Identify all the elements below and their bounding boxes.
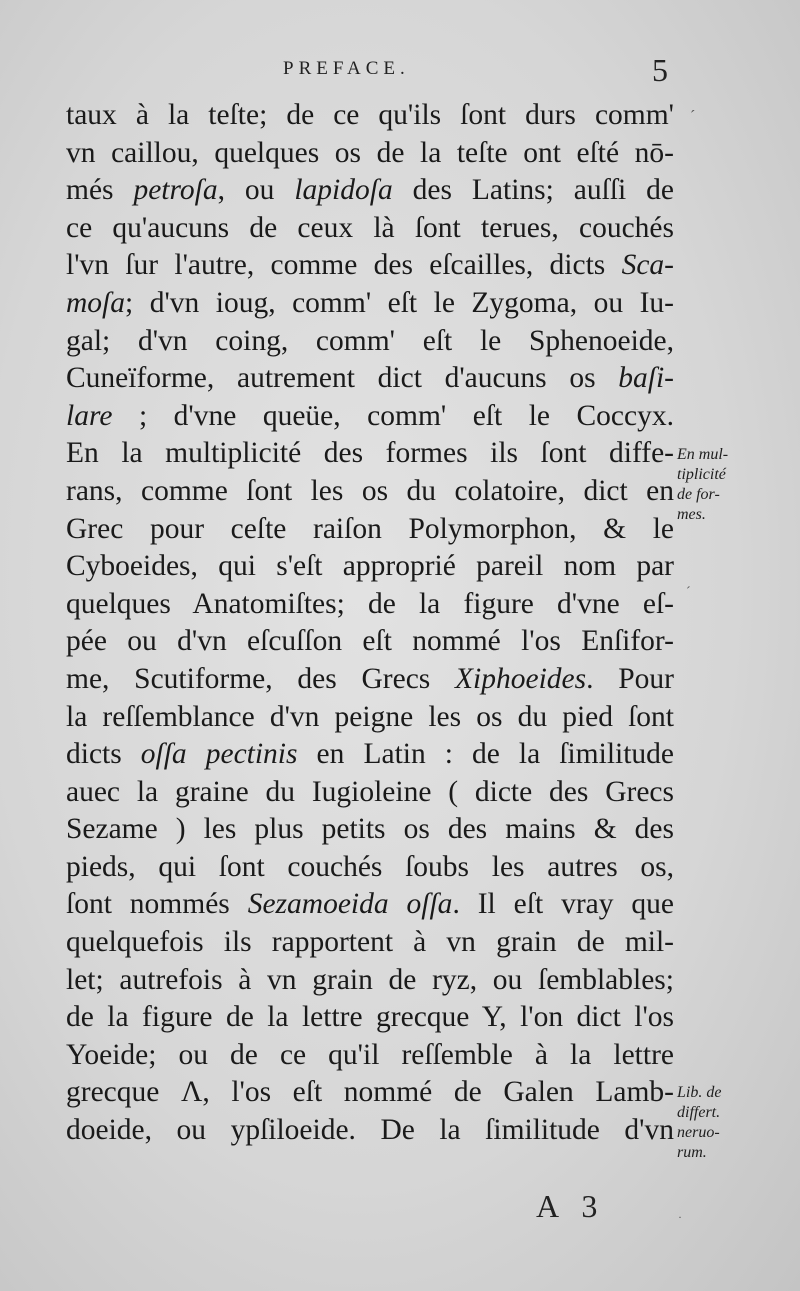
text-run: ce qu'aucuns de ceux là ſont terues, couchés xyxy=(66,211,674,244)
text-run: gal; d'vn coing, comm' eſt le Sphenoeide, xyxy=(66,324,674,357)
text-run: de la figure de la lettre grecque Y, l'on dict l'os xyxy=(66,1001,674,1034)
text-line xyxy=(66,924,674,962)
text-line xyxy=(66,962,674,1000)
ink-speck: ˊ xyxy=(686,585,691,600)
italic-term: Xiphoeides xyxy=(455,662,587,695)
text-run: l'vn ſur l'autre, comme des eſcailles, dicts xyxy=(66,249,622,282)
text-run: ſont nommés xyxy=(66,888,248,921)
text-line xyxy=(66,1074,674,1112)
text-run: me, Scutiforme, des Grecs xyxy=(66,662,456,695)
margin-note-line: differt. xyxy=(677,1104,721,1121)
text-run: rans, comme ſont les os du colatoire, dict en xyxy=(66,474,674,507)
text-run: Grec pour ceſte raiſon Polymorphon, & le xyxy=(66,512,674,545)
text-run: . Pour xyxy=(586,662,674,695)
margin-note-line: de for- xyxy=(677,486,720,503)
text-line xyxy=(66,1037,674,1075)
text-line xyxy=(66,172,674,210)
text-line xyxy=(66,247,674,285)
italic-term: moſa xyxy=(66,286,125,319)
text-run: en Latin : de la ſimilitude xyxy=(297,738,674,771)
text-line xyxy=(66,886,674,924)
text-line xyxy=(66,511,674,549)
text-line xyxy=(66,323,674,361)
text-line xyxy=(66,97,674,135)
text-run: la reſſemblance d'vn peigne les os du pied ſont xyxy=(66,700,674,733)
text-run: doeide, ou ypſiloeide. De la ſimilitude d'vn xyxy=(66,1114,674,1147)
text-run: let; autrefois à vn grain de ryz, ou ſemblables; xyxy=(66,963,674,996)
margin-note-line: mes. xyxy=(677,506,706,523)
text-run: quelques Anatomiſtes; de la figure d'vne eſ- xyxy=(66,587,674,620)
text-run: grecque Λ, l'os eſt nommé de Galen Lamb- xyxy=(66,1076,674,1109)
italic-term: lare xyxy=(66,399,113,432)
italic-term: petroſa xyxy=(133,174,218,207)
text-run: vn caillou, quelques os de la teſte ont eſté nō- xyxy=(66,136,674,169)
text-run: Cyboeides, qui s'eſt approprié pareil nom par xyxy=(66,550,674,583)
text-run: més xyxy=(66,174,134,207)
margin-note-citation xyxy=(677,1083,777,1163)
text-run: . Il eſt vray que xyxy=(452,888,674,921)
text-run: ; d'vne queüe, comm' eſt le Coccyx. xyxy=(112,399,674,432)
text-line xyxy=(66,849,674,887)
text-line xyxy=(66,473,674,511)
text-line xyxy=(66,398,674,436)
margin-note-line: En mul- xyxy=(677,446,729,463)
margin-note-line: Lib. de xyxy=(677,1084,722,1101)
text-run: En la multiplicité des formes ils ſont diffe- xyxy=(66,437,674,470)
text-line xyxy=(66,548,674,586)
ink-speck: · xyxy=(678,1210,682,1224)
text-run: , ou xyxy=(217,174,295,207)
text-line xyxy=(66,661,674,699)
text-line xyxy=(66,811,674,849)
italic-term: Sezamoeida oſſa xyxy=(247,888,453,921)
body-text xyxy=(66,97,674,1150)
text-line xyxy=(66,586,674,624)
text-run: pée ou d'vn eſcuſſon eſt nommé l'os Enſifor- xyxy=(66,625,674,658)
text-run: quelquefois ils rapportent à vn grain de mil- xyxy=(66,926,674,959)
text-line xyxy=(66,360,674,398)
margin-note-line: tiplicité xyxy=(677,466,726,483)
signature-mark: A 3 xyxy=(536,1188,606,1224)
margin-note-multiplicity xyxy=(677,445,777,525)
page-header xyxy=(0,52,800,88)
running-title: PREFACE. xyxy=(283,58,410,79)
text-line xyxy=(66,1112,674,1150)
text-line xyxy=(66,135,674,173)
text-run: dicts xyxy=(66,738,141,771)
text-run: Cuneïforme, autrement dict d'aucuns os xyxy=(66,362,619,395)
ink-speck: ˊ xyxy=(690,108,696,125)
text-line xyxy=(66,435,674,473)
text-run: des Latins; auſſi de xyxy=(392,174,675,207)
text-run: ; d'vn ioug, comm' eſt le Zygoma, ou Iu- xyxy=(125,286,674,319)
italic-term: Sca- xyxy=(621,249,674,282)
text-run: pieds, qui ſont couchés ſoubs les autres os, xyxy=(66,850,674,883)
text-line xyxy=(66,210,674,248)
text-run: Sezame ) les plus petits os des mains & des xyxy=(66,813,674,846)
text-line xyxy=(66,736,674,774)
italic-term: lapidoſa xyxy=(294,174,393,207)
margin-note-line: rum. xyxy=(677,1144,707,1161)
text-line xyxy=(66,623,674,661)
text-line xyxy=(66,285,674,323)
margin-note-line: neruo- xyxy=(677,1124,720,1141)
italic-term: oſſa pectinis xyxy=(140,738,298,771)
text-line xyxy=(66,774,674,812)
text-run: auec la graine du Iugioleine ( dicte des Grecs xyxy=(66,775,674,808)
text-run: taux à la teſte; de ce qu'ils ſont durs comm' xyxy=(66,99,674,131)
text-line xyxy=(66,699,674,737)
text-line xyxy=(66,999,674,1037)
page-number: 5 xyxy=(652,52,668,88)
text-run: Yoeide; ou de ce qu'il reſſemble à la lettre xyxy=(66,1038,674,1071)
italic-term: baſi- xyxy=(618,362,674,395)
